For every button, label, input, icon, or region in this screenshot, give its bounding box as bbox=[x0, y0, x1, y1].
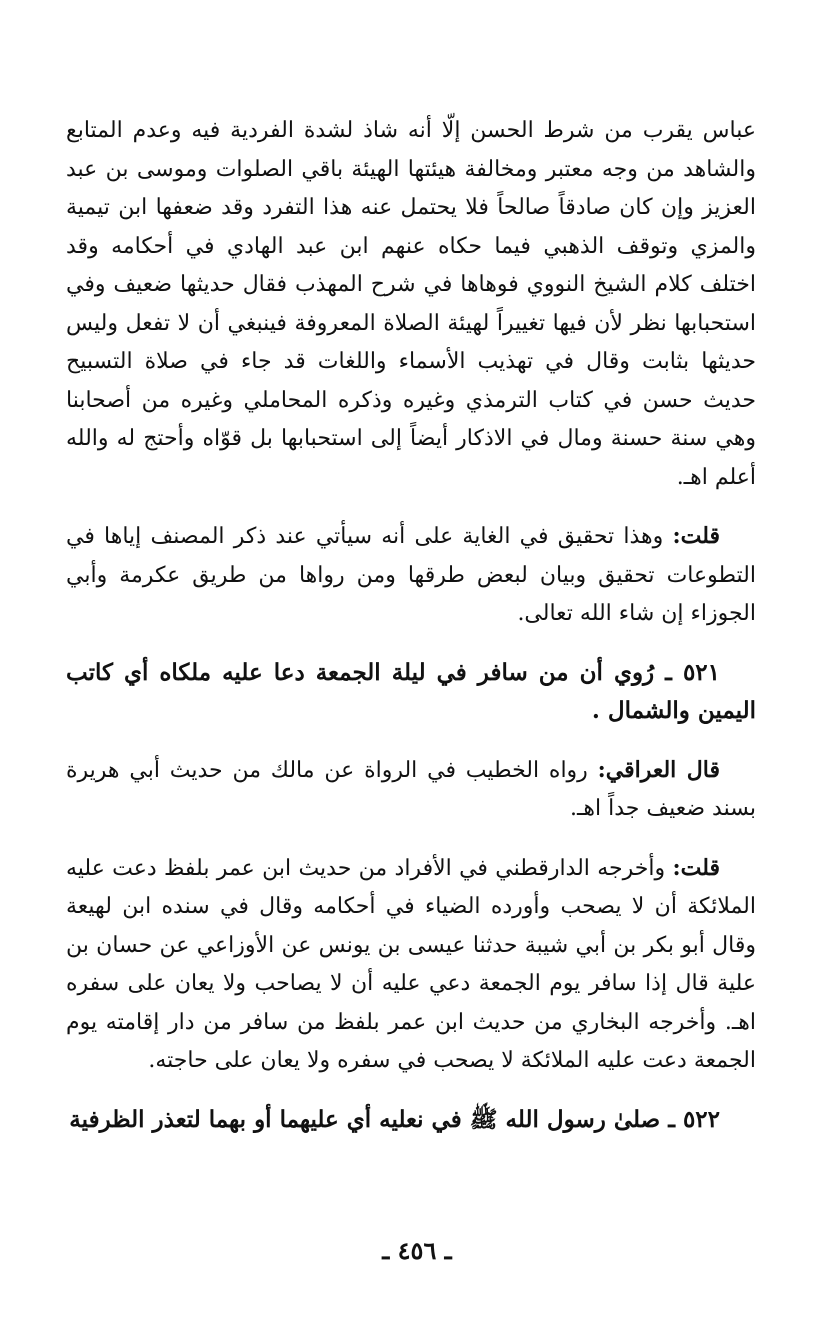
paragraph-lead: قلت: bbox=[672, 523, 720, 549]
hadith-number: ٥٢٢ ـ bbox=[668, 1105, 720, 1133]
paragraph-text: وأخرجه الدارقطني في الأفراد من حديث ابن عمر بلفظ دعت عليه الملائكة أن لا يصحب وأورده الضياء في أحكامه وقال في سنده ابن لهيعة وقال أبو بكر بن أبي شيبة حدثنا عيسى بن يونس عن الأوزاعي عن حسان بن علية قال إذا سافر يوم الجمعة دعي عليه أن لا يصاحب ولا يعان على سفره اهـ. وأخرجه البخاري من حديث ابن عمر بلفظ من سافر من دار إقامته يوم الجمعة دعت عليه الملائكة لا يصحب في سفره ولا يعان على حاجته. bbox=[66, 855, 756, 1073]
page-body bbox=[66, 112, 756, 1139]
hadith-text: صلىٰ رسول الله ﷺ في نعليه أي عليهما أو بهما لتعذر الظرفية bbox=[69, 1105, 669, 1133]
paragraph-iraqi bbox=[66, 751, 756, 829]
paragraph-text: رواه الخطيب في الرواة عن مالك من حديث أبي هريرة بسند ضعيف جداً اهـ. bbox=[66, 757, 756, 821]
hadith-heading-522 bbox=[66, 1101, 756, 1140]
paragraph-text: عباس يقرب من شرط الحسن إلّا أنه شاذ لشدة الفردية فيه وعدم المتابع والشاهد من وجه معتبر ومخالفة هيئتها الهيئة باقي الصلوات وموسى بن عبد العزيز وإن كان صادقاً صالحاً فلا يحتمل عنه هذا التفرد وقد ضعفها ابن تيمية والمزي وتوقف الذهبي فيما حكاه عنهم ابن عبد الهادي في أحكامه وقد اختلف كلام الشيخ النووي فوهاها في شرح المهذب فقال حديثها ضعيف وفي استحبابها نظر لأن فيها تغييراً لهيئة الصلاة المعروفة فينبغي أن لا تفعل وليس حديثها بثابت وقال في تهذيب الأسماء واللغات قد جاء في صلاة التسبيح حديث حسن في كتاب الترمذي وغيره وذكره المحاملي وغيره من أصحابنا وهي سنة حسنة ومال في الاذكار أيضاً إلى استحبابها بل قوّاه وأحتج له والله أعلم اهـ. bbox=[66, 118, 756, 490]
paragraph-lead: قال العراقي: bbox=[597, 756, 720, 783]
paragraph-commentary bbox=[66, 517, 756, 634]
paragraph-continuation bbox=[66, 112, 756, 497]
paragraph-text: وهذا تحقيق في الغاية على أنه سيأتي عند ذكر المصنف إياها في التطوعات تحقيق وبيان لبعض طرقها ومن رواها من طريق عكرمة وأبي الجوزاء إن شاء الله تعالى. bbox=[66, 524, 756, 626]
paragraph-lead: قلت: bbox=[672, 854, 720, 881]
paragraph-commentary-2 bbox=[66, 849, 756, 1081]
hadith-heading-521 bbox=[66, 654, 756, 731]
hadith-text: ٥٢١ ـ رُوي أن من سافر في ليلة الجمعة دعا عليه ملكاه أي كاتب اليمين والشمال . bbox=[66, 658, 756, 724]
page-number: ـ ٤٥٦ ـ bbox=[382, 1236, 452, 1265]
